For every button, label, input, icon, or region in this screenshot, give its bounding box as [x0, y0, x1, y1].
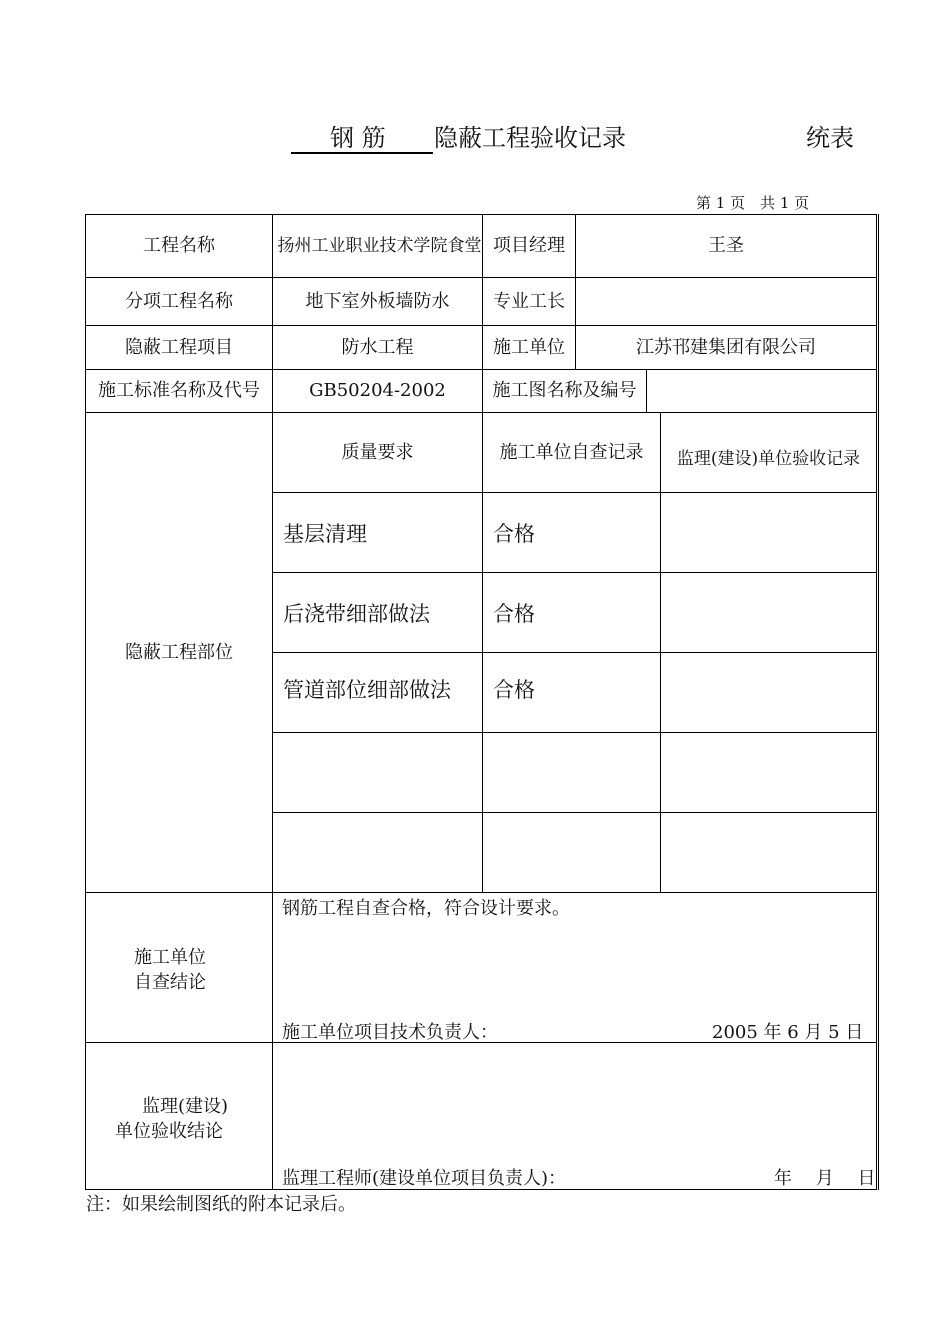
- col-supervision-header: 监理(建设)单位验收记录: [676, 448, 861, 469]
- inspection-item: 管道部位细部做法: [283, 678, 451, 702]
- col-quality-header: 质量要求: [341, 441, 414, 463]
- sub-project-label: 分项工程名称: [125, 290, 233, 312]
- inspection-item: [273, 813, 482, 892]
- self-check-result: 合格: [493, 521, 535, 546]
- title-underline: [291, 152, 433, 154]
- page-info: 第 1 页 共 1 页: [696, 194, 810, 212]
- project-name-value: 扬州工业职业技术学院食堂: [277, 236, 482, 256]
- contractor-value: 江苏邗建集团有限公司: [636, 336, 816, 358]
- drawing-value: [647, 370, 876, 412]
- inspection-item: [273, 733, 482, 812]
- project-manager-value: 王圣: [708, 235, 744, 256]
- footer-note: 注：如果绘制图纸的附本记录后。: [86, 1194, 356, 1215]
- inspection-item: 后浇带细部做法: [283, 601, 430, 626]
- hidden-item-value: 防水工程: [341, 336, 414, 358]
- supervision-result: [661, 653, 876, 725]
- self-conclusion-label-line2: 自查结论: [134, 972, 206, 993]
- sup-conclusion-label-line2: 单位验收结论: [115, 1121, 223, 1142]
- self-check-result: [483, 813, 660, 892]
- standard-label: 施工标准名称及代号: [98, 380, 260, 401]
- project-manager-label: 项目经理: [493, 235, 565, 256]
- foreman-value: [576, 278, 876, 325]
- project-name-label: 工程名称: [143, 235, 215, 256]
- self-conclusion-date: 2005 年 6 月 5 日: [712, 1022, 864, 1043]
- self-check-result: 合格: [493, 678, 535, 702]
- sup-conclusion-date: 年 月 日: [774, 1168, 876, 1189]
- sup-conclusion-label-line1: 监理(建设): [142, 1096, 229, 1117]
- supervision-result: [661, 573, 876, 652]
- drawing-label: 施工图名称及编号: [492, 380, 637, 401]
- section-label: 隐蔽工程部位: [125, 641, 233, 663]
- self-conclusion-text: 钢筋工程自查合格，符合设计要求。: [282, 898, 570, 919]
- title-suffix: 统表: [806, 124, 854, 152]
- standard-value: GB50204-2002: [309, 380, 446, 401]
- self-check-result: [483, 733, 660, 812]
- foreman-label: 专业工长: [493, 290, 565, 312]
- sup-engineer-label: 监理工程师(建设单位项目负责人)：: [282, 1168, 567, 1189]
- self-responsible-label: 施工单位项目技术负责人：: [282, 1022, 498, 1043]
- supervision-result: [661, 493, 876, 572]
- supervision-result: [661, 813, 876, 892]
- self-conclusion-label-line1: 施工单位: [134, 947, 206, 968]
- contractor-label: 施工单位: [493, 336, 565, 358]
- self-check-result: 合格: [493, 601, 535, 626]
- page-title: 隐蔽工程验收记录: [434, 124, 626, 152]
- sub-project-value: 地下室外板墙防水: [305, 290, 450, 312]
- col-self-check-header: 施工单位自查记录: [499, 441, 644, 463]
- hidden-item-label: 隐蔽工程项目: [125, 336, 233, 358]
- title-subject: 钢 筋: [330, 124, 386, 152]
- supervision-result: [661, 733, 876, 812]
- inspection-item: 基层清理: [283, 521, 367, 546]
